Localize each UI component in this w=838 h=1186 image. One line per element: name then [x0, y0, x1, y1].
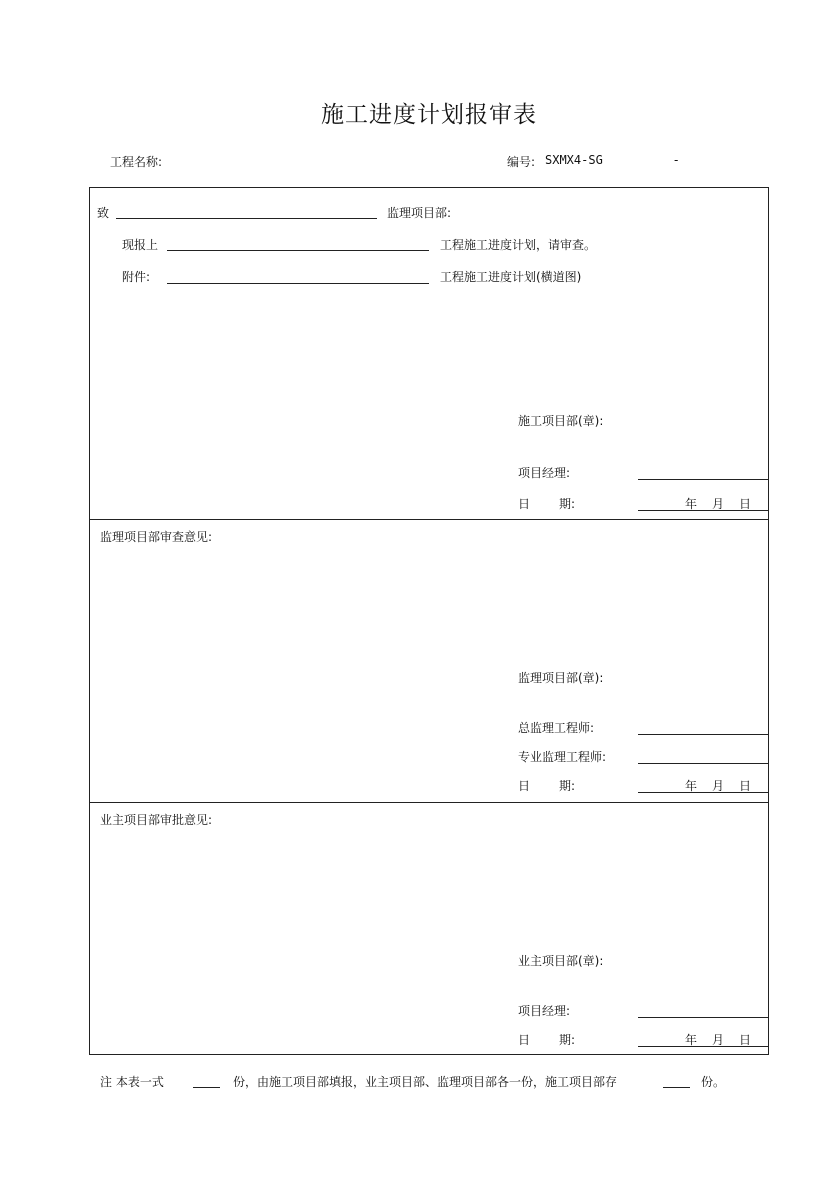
- chief-engineer-field[interactable]: [638, 734, 769, 735]
- footer-note-start: 注 本表一式: [100, 1075, 164, 1089]
- project-name-label: 工程名称:: [110, 155, 163, 169]
- attachment-project-field[interactable]: [167, 283, 429, 284]
- month-label-3: 月: [712, 1033, 725, 1047]
- chief-engineer-label: 总监理工程师:: [518, 721, 595, 735]
- report-suffix: 工程施工进度计划，请审查。: [440, 238, 597, 252]
- form-table: [89, 187, 769, 1055]
- serial-label: 编号:: [507, 155, 536, 169]
- attachment-suffix: 工程施工进度计划(横道图): [440, 270, 582, 284]
- to-suffix: 监理项目部:: [387, 206, 452, 220]
- copies-count-field[interactable]: [193, 1087, 220, 1088]
- construction-manager-label: 项目经理:: [518, 466, 571, 480]
- footer-note-middle: 份，由施工项目部填报，业主项目部、监理项目部各一份，施工项目部存: [233, 1075, 618, 1089]
- date-label-3a: 日: [518, 1033, 531, 1047]
- date-field-2[interactable]: [638, 792, 769, 793]
- report-label: 现报上: [122, 238, 159, 252]
- footer-note-end: 份。: [701, 1075, 726, 1089]
- supervision-review-heading: 监理项目部审查意见:: [100, 530, 213, 544]
- date-label-2a: 日: [518, 779, 531, 793]
- section-divider-2: [89, 802, 769, 803]
- date-label-1b: 期:: [559, 497, 576, 511]
- to-label: 致: [97, 206, 110, 220]
- year-label-3: 年: [685, 1033, 698, 1047]
- serial-suffix: -: [674, 153, 679, 167]
- report-project-field[interactable]: [167, 250, 429, 251]
- day-label-3: 日: [739, 1033, 752, 1047]
- year-label-1: 年: [685, 497, 698, 511]
- date-field-3[interactable]: [638, 1046, 769, 1047]
- serial-value: SXMX4-SG: [545, 153, 603, 167]
- construction-dept-seal-label: 施工项目部(章):: [518, 414, 604, 428]
- to-recipient-field[interactable]: [116, 218, 377, 219]
- date-label-1a: 日: [518, 497, 531, 511]
- owner-manager-label: 项目经理:: [518, 1004, 571, 1018]
- specialist-engineer-field[interactable]: [638, 763, 769, 764]
- construction-manager-field[interactable]: [638, 479, 769, 480]
- attachment-label: 附件:: [122, 270, 151, 284]
- month-label-2: 月: [712, 779, 725, 793]
- date-label-3b: 期:: [559, 1033, 576, 1047]
- owner-manager-field[interactable]: [638, 1017, 769, 1018]
- specialist-engineer-label: 专业监理工程师:: [518, 750, 607, 764]
- month-label-1: 月: [712, 497, 725, 511]
- date-field-1[interactable]: [638, 510, 769, 511]
- owner-approval-heading: 业主项目部审批意见:: [100, 813, 213, 827]
- day-label-1: 日: [739, 497, 752, 511]
- day-label-2: 日: [739, 779, 752, 793]
- retained-copies-field[interactable]: [663, 1087, 690, 1088]
- year-label-2: 年: [685, 779, 698, 793]
- owner-dept-seal-label: 业主项目部(章):: [518, 954, 604, 968]
- supervision-dept-seal-label: 监理项目部(章):: [518, 671, 604, 685]
- section-divider-1: [89, 519, 769, 520]
- page-title: 施工进度计划报审表: [321, 102, 537, 128]
- date-label-2b: 期:: [559, 779, 576, 793]
